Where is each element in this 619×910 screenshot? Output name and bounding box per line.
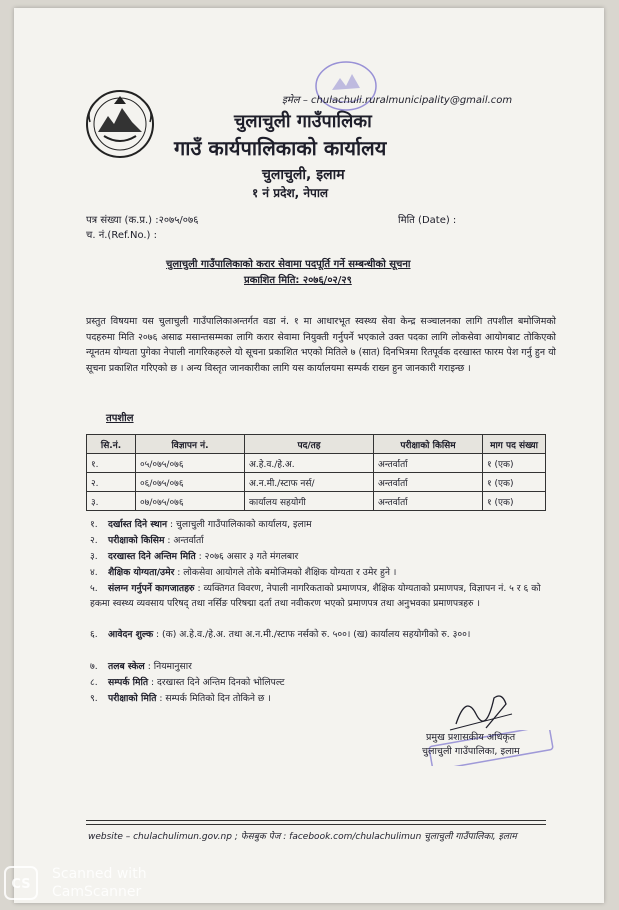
office-location: चुलाचुली, इलाम — [262, 167, 345, 183]
office-name: गाउँ कार्यपालिकाको कार्यालय — [174, 136, 387, 160]
posts-table — [86, 434, 546, 511]
list-item — [90, 660, 560, 675]
signatory-title: प्रमुख प्रशासकीय अधिकृत — [426, 732, 516, 743]
footer-divider-thin — [86, 824, 546, 825]
cell-vacancies: १ (एक) — [483, 454, 546, 473]
table-row — [87, 454, 546, 473]
notice-title: चुलाचुली गाउँपालिकाको करार सेवामा पदपूर्ति गर्ने सम्बन्धीको सूचना — [166, 259, 411, 270]
item-text: : २०७६ असार ३ गते मंगलबार — [195, 551, 299, 562]
item-text: : नियमानुसार — [144, 661, 192, 672]
date-label: मिति (Date) : — [398, 215, 457, 226]
svg-text:CS: CS — [11, 877, 31, 892]
notice-body: प्रस्तुत विषयमा यस चुलाचुली गाउँपालिकाअन्तर्गत वडा नं. १ मा आधारभूत स्वस्थ्य सेवा केन्द्र सञ्चालनका लागि तपशील बमोजिमको पदहरुमा मिति २०७६ असाढ मसान्तसम्मका लागि करार सेवामा नियुक्ती गर्नुपर्ने भएकाले उक्त पदका लागि लोकसेवा आयोगबाट तोकिएको न्यूनतम योग्यता पुगेका नेपाली नागरिकहरुले यो सूचना प्रकाशित भएको मितिले ७ (सात) दिनभित्रमा रितपूर्वक दरखास्त फारम पेश गर्नु हुन यो सूचना प्रकाशित गरिएको छ । अन्य विस्तृत जानकारीका लागि यस कार्यालयमा सम्पर्क राख्न हुन जानकारी गराइन्छ । — [86, 316, 556, 374]
item-number: ७. — [90, 661, 98, 672]
cell-exam-type: अन्तर्वार्ता — [374, 473, 483, 492]
item-label: परीक्षाको किसिम — [108, 535, 165, 546]
item-number: ६. — [90, 629, 98, 640]
item-number: १. — [90, 519, 98, 530]
item-number: २. — [90, 535, 98, 546]
camscanner-logo-icon — [4, 866, 38, 900]
watermark-line1: Scanned with — [52, 866, 147, 882]
list-item — [90, 566, 560, 581]
list-item — [90, 550, 560, 565]
item-text: : लोकसेवा आयोगले तोके बमोजिमको शैक्षिक योग्यता र उमेर हुने । — [174, 567, 397, 578]
list-item — [90, 518, 560, 533]
footer-divider — [86, 820, 546, 821]
item-label: सम्पर्क मिति — [108, 677, 149, 688]
item-label: संलग्न गर्नुपर्ने कागजातहरु — [108, 583, 195, 594]
item-text: : अन्तर्वार्ता — [164, 535, 204, 546]
col-header-post: पद/तह — [245, 435, 374, 454]
item-text: : (क) अ.हे.व./हे.अ. तथा अ.न.मी./स्टाफ नर्सको रु. ५००। (ख) कार्यालय सहयोगीको रु. ३००। — [153, 629, 471, 640]
watermark-line2: CamScanner — [52, 884, 142, 900]
cell-post: अ.हे.व./हे.अ. — [245, 454, 374, 473]
table-header-row — [87, 435, 546, 454]
col-header-ad-no: विज्ञापन नं. — [136, 435, 245, 454]
document-page — [14, 8, 604, 903]
item-label: दरखास्त दिने अन्तिम मिति — [108, 551, 196, 562]
cell-exam-type: अन्तर्वार्ता — [374, 492, 483, 511]
cell-post: अ.न.मी./स्टाफ नर्स/ — [245, 473, 374, 492]
cell-ad-no: ०६/०७५/०७६ — [136, 473, 245, 492]
table-row — [87, 473, 546, 492]
cell-post: कार्यालय सहयोगी — [245, 492, 374, 511]
details-heading: तपशील — [106, 413, 134, 424]
footer-contact: website – chulachulimun.gov.np ; फेसबुक पेज : facebook.com/chulachulimun चुलाचुली गाउँपालिका, इलाम — [88, 832, 517, 842]
nepal-emblem-logo — [84, 88, 156, 160]
cell-sn: २. — [87, 473, 136, 492]
header-email: इमेल – chulachuli.ruralmunicipality@gmail.com — [282, 95, 513, 106]
letter-number: पत्र संख्या (क.प्र.) :२०७५/०७६ — [86, 215, 199, 226]
col-header-exam-type: परीक्षाको किसिम — [374, 435, 483, 454]
org-name: चुलाचुली गाउँपालिका — [234, 111, 372, 132]
item-label: शैक्षिक योग्यता/उमेर — [108, 567, 175, 578]
item-number: ३. — [90, 551, 98, 562]
province-line: १ नं प्रदेश, नेपाल — [252, 186, 329, 200]
published-date: प्रकाशित मिति: २०७६/०२/२९ — [244, 275, 352, 286]
cell-exam-type: अन्तर्वार्ता — [374, 454, 483, 473]
item-label: परीक्षाको मिति — [108, 693, 157, 704]
cell-vacancies: १ (एक) — [483, 473, 546, 492]
item-label: दर्खास्त दिने स्थान — [108, 519, 168, 530]
item-label: आवेदन शुल्क — [108, 629, 154, 640]
cell-ad-no: ०७/०७५/०७६ — [136, 492, 245, 511]
item-text: : सम्पर्क मितिको दिन तोकिने छ । — [156, 693, 271, 704]
item-label: तलब स्केल — [108, 661, 145, 672]
ref-number: च. नं.(Ref.No.) : — [86, 230, 158, 241]
list-item — [90, 628, 560, 643]
item-text: : व्यक्तिगत विवरण, नेपाली नागरिकताको प्रमाणपत्र, शैक्षिक योग्यताको प्रमाणपत्र, विज्ञापन नं. ५ र ६ को हकमा स्वस्थ्य व्यवसाय परिषद् तथा नर्सिङ परिषद्मा दर्ता तथा नवीकरण भएको प्रमाणपत्र तथा अनुभवका प्रमाणपत्रहरु । — [90, 583, 541, 609]
cell-vacancies: १ (एक) — [483, 492, 546, 511]
cell-ad-no: ०५/०७५/०७६ — [136, 454, 245, 473]
item-number: ८. — [90, 677, 98, 688]
item-text: : दरखास्त दिने अन्तिम दिनको भोलिपल्ट — [148, 677, 285, 688]
item-text: : चुलाचुली गाउँपालिकाको कार्यालय, इलाम — [167, 519, 312, 530]
list-item — [90, 582, 560, 611]
cell-sn: ३. — [87, 492, 136, 511]
item-number: ९. — [90, 693, 98, 704]
col-header-vacancies: माग पद संख्या — [483, 435, 546, 454]
col-header-sn: सि.नं. — [87, 435, 136, 454]
item-number: ५. — [90, 583, 98, 594]
list-item — [90, 534, 560, 549]
handwritten-signature — [446, 684, 516, 734]
table-row — [87, 492, 546, 511]
office-stamp-top — [306, 56, 386, 116]
signatory-office: चुलाचुली गाउँपालिका, इलाम — [422, 746, 520, 757]
item-number: ४. — [90, 567, 98, 578]
cell-sn: १. — [87, 454, 136, 473]
